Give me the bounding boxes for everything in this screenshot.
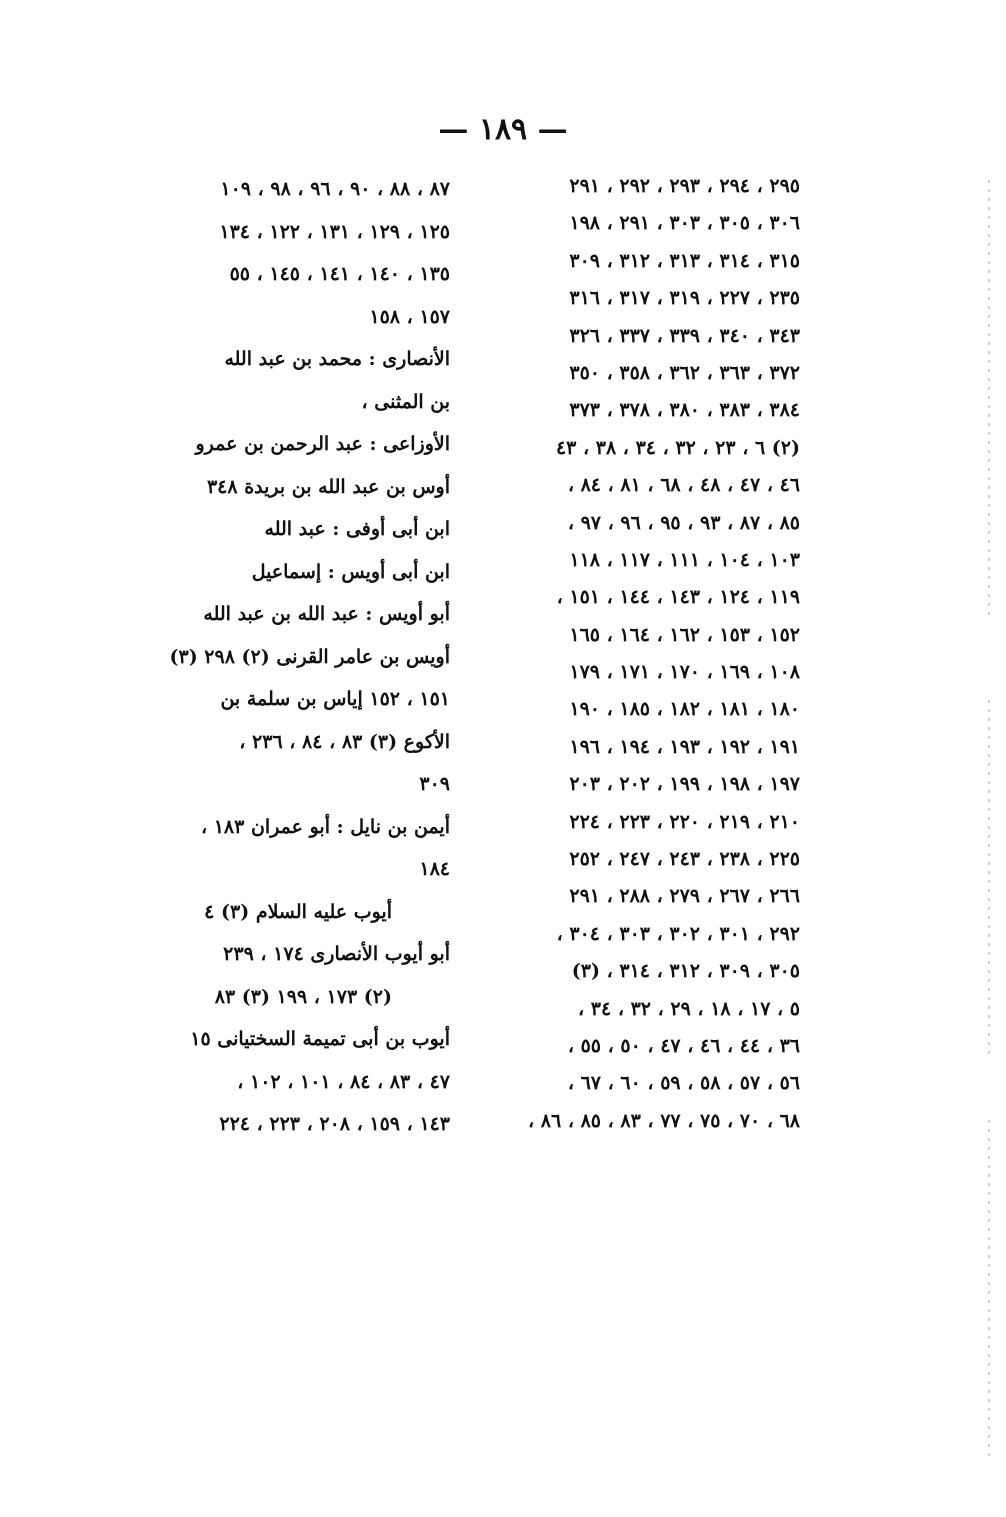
index-line: ٥ ، ١٧ ، ١٨ ، ٢٩ ، ٣٢ ، ٣٤ ، (578, 997, 800, 1020)
index-line: ٣٧٢ ، ٣٦٣ ، ٣٦٢ ، ٣٥٨ ، ٣٥٠ (569, 361, 800, 384)
margin-mark (988, 700, 990, 1060)
index-entry-line: أبو أويس : عبد الله بن عبد الله (203, 603, 450, 625)
margin-mark (988, 180, 990, 620)
index-entry-line: بن المثنى ، (361, 390, 450, 413)
index-line: ٢٦٦ ، ٢٦٧ ، ٢٧٩ ، ٢٨٨ ، ٢٩١ (569, 885, 800, 908)
index-line: ١٥٢ ، ١٥٣ ، ١٦٢ ، ١٦٤ ، ١٦٥ (569, 623, 800, 646)
index-entry-line: أوس بن عبد الله بن بريدة ٣٤٨ (206, 475, 450, 498)
index-line: ٢٩٥ ، ٢٩٤ ، ٢٩٣ ، ٢٩٢ ، ٢٩١ (569, 175, 800, 197)
index-column-left (140, 168, 450, 1146)
index-entry-line: (٢) ١٧٣ ، ١٩٩ (٣) ٨٣ (214, 985, 392, 1008)
index-line: ١٨٠ ، ١٨١ ، ١٨٢ ، ١٨٥ ، ١٩٠ (569, 698, 800, 721)
index-entry-line: ١٢٥ ، ١٢٩ ، ١٣١ ، ١٢٢ ، ١٣٤ (219, 220, 450, 243)
index-entry-line: ابن أبى أوفى : عبد الله (264, 518, 450, 540)
index-entry-line: ١٥١ ، ١٥٢ إياس بن سلمة بن (220, 688, 450, 710)
index-entry-line: ابن أبى أويس : إسماعيل (251, 560, 450, 583)
index-entry-line: أيوب عليه السلام (٣) ٤ (204, 900, 392, 923)
index-line: ٣٠٥ ، ٣٠٩ ، ٣١٢ ، ٣١٤ ، (٣) (571, 960, 800, 983)
index-line: ٢٩٢ ، ٣٠١ ، ٣٠٢ ، ٣٠٣ ، ٣٠٤ ، (556, 922, 800, 945)
page-number: — ١٨٩ — (438, 112, 568, 147)
index-line: ٢١٠ ، ٢١٩ ، ٢٢٠ ، ٢٢٣ ، ٢٢٤ (569, 810, 800, 833)
index-line: ١١٩ ، ١٢٤ ، ١٤٣ ، ١٤٤ ، ١٥١ ، (556, 586, 800, 609)
index-line: ٥٦ ، ٥٧ ، ٥٨ ، ٥٩ ، ٦٠ ، ٦٧ ، (567, 1072, 800, 1095)
margin-mark (988, 1120, 990, 1460)
index-entry-line: أيمن بن نايل : أبو عمران ١٨٣ ، (200, 815, 450, 838)
index-line: ١٩١ ، ١٩٢ ، ١٩٣ ، ١٩٤ ، ١٩٦ (569, 735, 800, 758)
index-column-right (490, 168, 800, 1140)
index-entry-line: ٤٧ ، ٨٣ ، ٨٤ ، ١٠١ ، ١٠٢ ، (237, 1070, 450, 1093)
index-entry-line: ٨٧ ، ٨٨ ، ٩٠ ، ٩٦ ، ٩٨ ، ١٠٩ (220, 178, 450, 200)
index-entry-line: ١٤٣ ، ١٥٩ ، ٢٠٨ ، ٢٢٣ ، ٢٢٤ (219, 1113, 450, 1135)
index-line: ١٠٣ ، ١٠٤ ، ١١١ ، ١١٧ ، ١١٨ (569, 548, 800, 571)
index-line: ٦٨ ، ٧٠ ، ٧٥ ، ٧٧ ، ٨٣ ، ٨٥ ، ٨٦ ، (528, 1109, 800, 1132)
index-entry-line: أيوب بن أبى تميمة السختيانى ١٥ (190, 1028, 450, 1050)
index-entry-line: ١٣٥ ، ١٤٠ ، ١٤١ ، ١٤٥ ، ٥٥ (229, 263, 450, 285)
index-line: ٢٢٥ ، ٢٣٨ ، ٢٤٣ ، ٢٤٧ ، ٢٥٢ (569, 848, 800, 871)
index-line: ٣٦ ، ٤٤ ، ٤٦ ، ٤٧ ، ٥٠ ، ٥٥ ، (567, 1034, 800, 1057)
index-entry-line: الأوزاعى : عبد الرحمن بن عمرو (195, 433, 450, 455)
index-entry-line: ٣٠٩ (419, 773, 450, 795)
index-entry-line: الأكوع (٣) ٨٣ ، ٨٤ ، ٢٣٦ ، (239, 730, 450, 753)
index-line: ٣٠٦ ، ٣٠٥ ، ٣٠٣ ، ٢٩١ ، ١٩٨ (569, 212, 800, 235)
index-line: ٤٦ ، ٤٧ ، ٤٨ ، ٦٨ ، ٨١ ، ٨٤ ، (567, 474, 800, 497)
index-line: (٢) ٦ ، ٢٣ ، ٣٢ ، ٣٤ ، ٣٨ ، ٤٣ (555, 436, 800, 459)
index-line: ٣١٥ ، ٣١٤ ، ٣١٣ ، ٣١٢ ، ٣٠٩ (569, 249, 800, 272)
index-line: ٨٥ ، ٨٧ ، ٩٣ ، ٩٥ ، ٩٦ ، ٩٧ ، (567, 511, 800, 534)
index-entry-line: أبو أيوب الأنصارى ١٧٤ ، ٢٣٩ (223, 943, 450, 965)
index-line: ٢٣٥ ، ٢٢٧ ، ٣١٩ ، ٣١٧ ، ٣١٦ (569, 287, 800, 310)
index-entry-line: الأنصارى : محمد بن عبد الله (224, 348, 450, 370)
index-entry-line: ١٥٧ ، ١٥٨ (369, 305, 450, 328)
index-line: ١٠٨ ، ١٦٩ ، ١٧٠ ، ١٧١ ، ١٧٩ (569, 661, 800, 684)
index-line: ٣٨٤ ، ٣٨٣ ، ٣٨٠ ، ٣٧٨ ، ٣٧٣ (569, 399, 800, 422)
index-entry-line: أويس بن عامر القرنى (٢) ٢٩٨ (٣) (169, 645, 450, 668)
index-entry-line: ١٨٤ (419, 858, 450, 880)
index-line: ٣٤٣ ، ٣٤٠ ، ٣٣٩ ، ٣٣٧ ، ٣٢٦ (569, 324, 800, 347)
index-line: ١٩٧ ، ١٩٨ ، ١٩٩ ، ٢٠٢ ، ٢٠٣ (569, 773, 800, 796)
